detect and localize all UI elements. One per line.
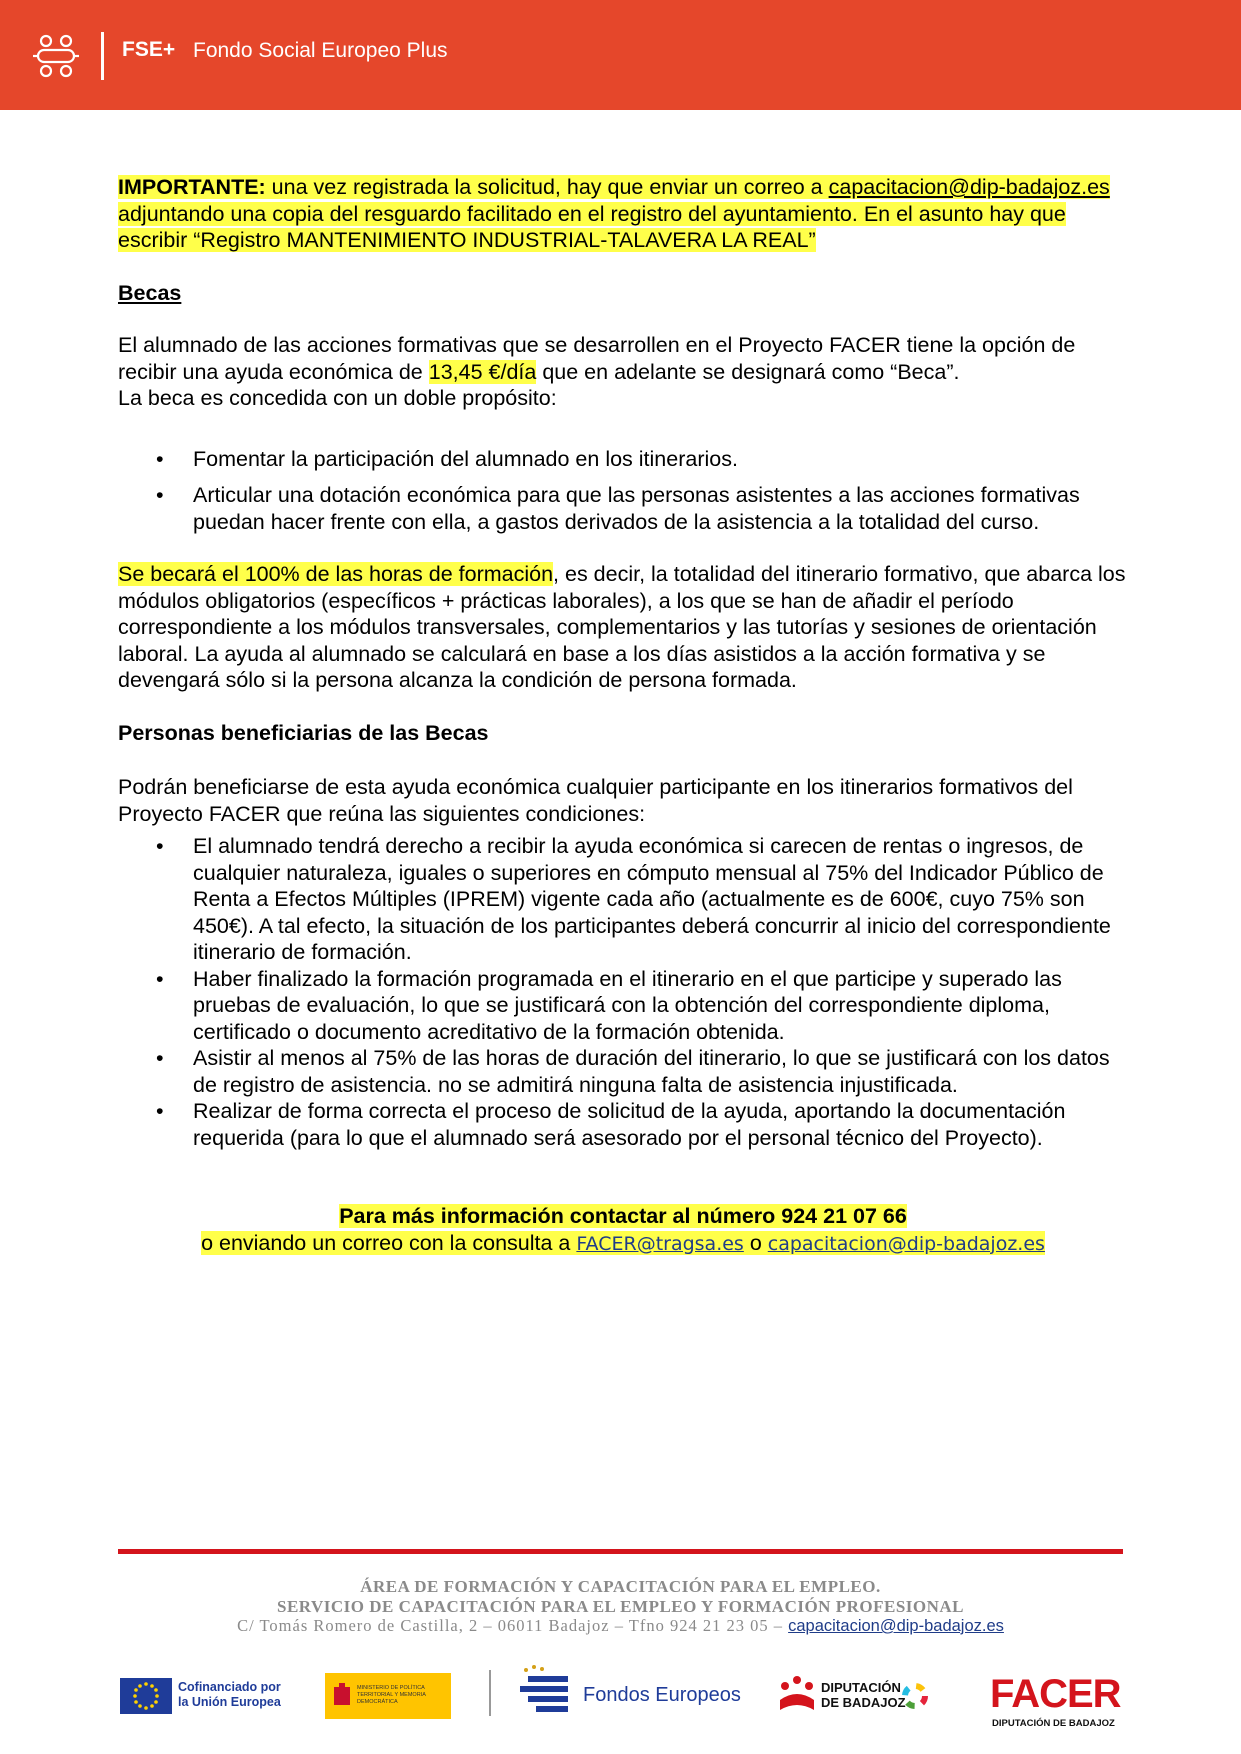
fondos-europeos-logo [518,1664,578,1721]
eu-logo-text: Cofinanciado por la Unión Europea [178,1680,281,1709]
facer-email-link[interactable]: FACER@tragsa.es [576,1232,744,1255]
sponsor-logos [118,1662,1123,1742]
facer-logo-subtitle: DIPUTACIÓN DE BADAJOZ [992,1718,1115,1729]
ministerio-logo: MINISTERIO DE POLÍTICA TERRITORIAL Y MEMORIA DEMOCRÁTICA [325,1673,451,1719]
becas-heading: Becas [118,280,182,305]
footer-line-2: SERVICIO DE CAPACITACIÓN PARA EL EMPLEO Y FORMACIÓN PROFESIONAL [276,1597,965,1616]
document-body [118,174,1128,1257]
header-separator [101,32,104,80]
list-item: • Haber finalizado la formación programada en el itinerario en el que participe y superado las pruebas de evaluación, lo que se justificará con la obtención del correspondiente diploma, certificado o documento acreditativo de la formación obtenida. [118,966,1128,1046]
list-item: • Fomentar la participación del alumnado en los itinerarios. [118,446,1128,473]
becas-intro: El alumnado de las acciones formativas que se desarrollen en el Proyecto FACER tiene la opción de recibir una ayuda económica de 13,45 €/día que en adelante se designará como “Beca”. La beca es concedida con un doble propósito: [118,333,1076,410]
spain-coat-of-arms-icon [331,1681,353,1711]
list-item: • Articular una dotación económica para que las personas asistentes a las acciones formativas puedan hacer frente con ella, a gastos derivados de la asistencia a la totalidad del curso. [118,482,1128,535]
diputacion-emblem-icon [776,1674,818,1716]
importante-paragraph: IMPORTANTE: una vez registrada la solicitud, hay que enviar un correo a capacitacion@dip-badajoz.es adjuntando una copia del resguardo facilitado en el registro del ayuntamiento. En el asunto hay que escribir “Registro MANTENIMIENTO INDUSTRIAL-TALAVERA LA REAL” [118,175,1110,252]
fondos-europeos-text: Fondos Europeos [583,1684,741,1706]
beneficiarias-heading: Personas beneficiarias de las Becas [118,720,489,745]
becas-purpose-list [118,446,1128,536]
beca-amount: 13,45 €/día [428,359,537,384]
footer-address: C/ Tomás Romero de Castilla, 2 – 06011 Badajoz – Tfno 924 21 23 05 – capacitacion@dip-badajoz.es [237,1616,1004,1635]
fondos-europeos-icon [518,1664,578,1716]
beneficiarias-intro: Podrán beneficiarse de esta ayuda económica cualquier participante en los itinerarios formativos del Proyecto FACER que reúna las siguientes condiciones: [118,775,1073,826]
contact-block: Para más información contactar al número 924 21 07 66 o enviando un correo con la consulta a FACER@tragsa.es o capacitacion@dip-badajoz.es [201,1204,1045,1255]
diputacion-text: DIPUTACIÓN DE BADAJOZ [821,1680,906,1710]
list-item: • El alumnado tendrá derecho a recibir la ayuda económica si carecen de rentas o ingresos, de cualquier naturaleza, iguales o superiores en cómputo mensual al 75% del Indicador Público de Renta a Efectos Múltiples (IPREM) vigente cada año (actualmente es de 600€, cuyo 75% son 450€). A tal efecto, la situación de los participantes deberá concurrir al inicio del correspondiente itinerario de formación. [118,833,1128,966]
diputacion-logo [776,1674,818,1721]
footer-email-link[interactable]: capacitacion@dip-badajoz.es [788,1617,1004,1635]
capacitacion-email-link[interactable]: capacitacion@dip-badajoz.es [767,1232,1045,1255]
list-item: • Realizar de forma correcta el proceso de solicitud de la ayuda, aportando la documentación requerida (para lo que el alumnado será asesorado por el personal técnico del Proyecto). [118,1098,1128,1151]
brand-subtitle: Fondo Social Europeo Plus [193,39,448,62]
eu-logo [120,1678,172,1719]
sdg-wheel-icon [901,1682,929,1710]
importante-email-link[interactable]: capacitacion@dip-badajoz.es [828,175,1110,199]
eu-flag-icon [120,1678,172,1714]
contact-phone-line: Para más información contactar al número 924 21 07 66 [339,1204,907,1228]
beneficiarias-conditions-list [118,833,1128,1151]
people-logo-icon [30,30,82,82]
facer-logo: FACER [990,1672,1121,1716]
coverage-highlight: Se becará el 100% de las horas de formación [118,562,554,586]
footer-line-1: ÁREA DE FORMACIÓN Y CAPACITACIÓN PARA EL EMPLEO. [360,1577,881,1596]
brand-name: FSE+ [122,38,176,61]
importante-label: IMPORTANTE: [118,175,266,199]
logo-divider [489,1670,491,1716]
header-banner [0,0,1241,110]
footer-rule [118,1549,1123,1554]
list-item: • Asistir al menos al 75% de las horas de duración del itinerario, lo que se justificará con los datos de registro de asistencia. no se admitirá ninguna falta de asistencia injustificada. [118,1045,1128,1098]
becas-coverage: Se becará el 100% de las horas de formación, es decir, la totalidad del itinerario formativo, que abarca los módulos obligatorios (específicos + prácticas laborales), a los que se han de añadir el período correspondiente a los módulos transversales, complementarios y las tutorías y sesiones de orientación laboral. La ayuda al alumnado se calculará en base a los días asistidos a la acción formativa y se devengará sólo si la persona alcanza la condición de persona formada. [118,562,1126,692]
